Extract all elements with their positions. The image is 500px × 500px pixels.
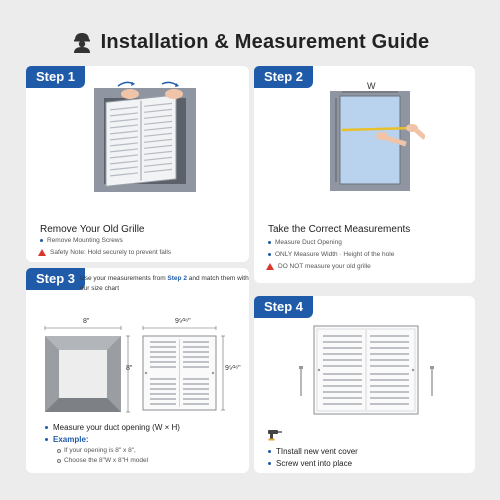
bullet-dot <box>268 253 271 256</box>
bullet-dot <box>40 239 43 242</box>
step3-measure <box>45 423 180 432</box>
step1-bullet-text: Remove Mounting Screws <box>47 237 123 244</box>
step4-tag: Step 4 <box>254 296 313 318</box>
step2-bullet-1 <box>268 239 342 246</box>
step4-bullet-2 <box>268 459 352 468</box>
step1-tag: Step 1 <box>26 66 85 88</box>
step3-sub-1-text: If your opening is 8" x 8", <box>64 447 136 454</box>
step3-example <box>45 435 89 444</box>
worker-icon <box>71 31 93 53</box>
measure-opening-illustration <box>330 88 425 198</box>
step3-sub-1 <box>57 447 136 454</box>
step2-bullet-1-text: Measure Duct Opening <box>275 239 342 246</box>
warning-icon <box>38 249 46 256</box>
page-title: Installation & Measurement Guide <box>100 30 430 53</box>
sub-bullet-circle <box>57 449 61 453</box>
size-chart-grille-illustration <box>140 326 230 416</box>
remove-grille-illustration <box>90 80 200 195</box>
step1-bullet <box>40 237 123 244</box>
drill-icon <box>266 428 282 441</box>
step2-bullet-2-text: ONLY Measure Width · Height of the hole <box>275 251 395 258</box>
step3-sub-2 <box>57 457 148 464</box>
step3-intro <box>80 274 250 294</box>
step2-bullet-2 <box>268 251 394 258</box>
duct-opening-illustration <box>44 326 134 416</box>
bullet-dot <box>268 241 271 244</box>
step3-example-label: Example: <box>53 435 89 444</box>
step3-intro-text-b: and match them with our size chart <box>80 275 249 292</box>
right-height-dimension: 9⁵⁄¹⁶" <box>225 365 241 372</box>
bullet-dot <box>268 450 271 453</box>
left-height-dimension: 8" <box>126 365 133 372</box>
step2-warning <box>266 263 371 270</box>
step4-bullet-2-text: Screw vent into place <box>276 459 353 468</box>
step1-safety-text: Safety Note: Hold securely to prevent falls <box>50 249 172 256</box>
step1-title: Remove Your Old Grille <box>40 224 145 235</box>
sub-bullet-circle <box>57 459 61 463</box>
new-vent-cover-illustration <box>292 324 442 416</box>
bullet-dot <box>268 462 271 465</box>
left-width-dimension: 8" <box>83 318 90 325</box>
step2-warning-text: DO NOT measure your old grille <box>278 263 371 270</box>
step1-safety-note <box>38 249 171 256</box>
warning-icon <box>266 263 274 270</box>
step3-sub-2-text: Choose the 8"W x 8"H model <box>64 457 149 464</box>
step4-bullet-1 <box>268 447 358 456</box>
step2-title: Take the Correct Measurements <box>268 224 411 235</box>
screw-icon <box>299 366 303 396</box>
screw-icon <box>430 366 434 396</box>
right-width-dimension: 9⁵⁄¹⁶" <box>175 318 191 325</box>
bullet-dot <box>45 426 48 429</box>
step4-bullet-1-text: TInstall new vent cover <box>276 447 358 456</box>
step3-intro-reference: Step 2 <box>167 275 187 282</box>
step3-tag: Step 3 <box>26 268 85 290</box>
page-header <box>0 24 500 60</box>
step2-tag: Step 2 <box>254 66 313 88</box>
bullet-dot <box>45 438 48 441</box>
step3-measure-text: Measure your duct opening (W × H) <box>53 423 180 432</box>
step3-intro-text-a: Use your measurements from <box>80 275 168 282</box>
width-label: W <box>367 81 376 91</box>
